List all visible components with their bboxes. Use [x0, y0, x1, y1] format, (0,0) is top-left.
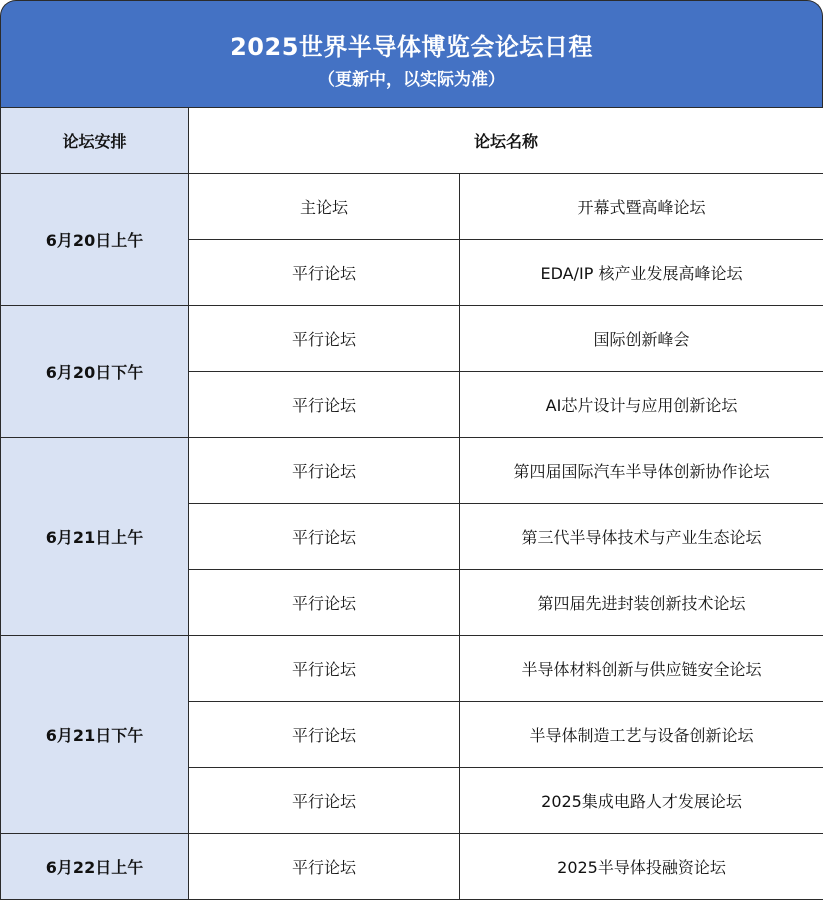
forum-type-cell: 平行论坛 — [189, 636, 460, 702]
forum-name-cell: 第四届国际汽车半导体创新协作论坛 — [460, 438, 823, 504]
forum-type-cell: 平行论坛 — [189, 438, 460, 504]
time-slot-cell: 6月21日下午 — [1, 636, 189, 834]
table-row — [1, 636, 823, 702]
forum-name-cell: AI芯片设计与应用创新论坛 — [460, 372, 823, 438]
time-slot-cell: 6月20日上午 — [1, 174, 189, 306]
forum-type-cell: 平行论坛 — [189, 570, 460, 636]
forum-name-cell: 半导体材料创新与供应链安全论坛 — [460, 636, 823, 702]
forum-name-cell: 开幕式暨高峰论坛 — [460, 174, 823, 240]
table-row — [1, 306, 823, 372]
time-slot-cell: 6月21日上午 — [1, 438, 189, 636]
forum-name-cell: 第四届先进封装创新技术论坛 — [460, 570, 823, 636]
forum-name-cell: 2025集成电路人才发展论坛 — [460, 768, 823, 834]
forum-type-cell: 平行论坛 — [189, 372, 460, 438]
column-header-schedule: 论坛安排 — [1, 108, 189, 174]
forum-type-cell: 主论坛 — [189, 174, 460, 240]
table-row — [1, 834, 823, 900]
page-subtitle: （更新中，以实际为准） — [1, 65, 822, 90]
forum-name-cell: 半导体制造工艺与设备创新论坛 — [460, 702, 823, 768]
forum-type-cell: 平行论坛 — [189, 504, 460, 570]
table-header-row — [1, 108, 823, 174]
column-header-forum-name: 论坛名称 — [189, 108, 823, 174]
forum-type-cell: 平行论坛 — [189, 240, 460, 306]
page-title: 2025世界半导体博览会论坛日程 — [1, 27, 822, 62]
table-row — [1, 438, 823, 504]
table-row — [1, 174, 823, 240]
forum-name-cell: 国际创新峰会 — [460, 306, 823, 372]
schedule-header — [0, 0, 823, 107]
forum-type-cell: 平行论坛 — [189, 834, 460, 900]
forum-name-cell: 第三代半导体技术与产业生态论坛 — [460, 504, 823, 570]
forum-type-cell: 平行论坛 — [189, 306, 460, 372]
time-slot-cell: 6月22日上午 — [1, 834, 189, 900]
forum-name-cell: 2025半导体投融资论坛 — [460, 834, 823, 900]
forum-name-cell: EDA/IP 核产业发展高峰论坛 — [460, 240, 823, 306]
schedule-table — [0, 107, 823, 900]
forum-type-cell: 平行论坛 — [189, 702, 460, 768]
time-slot-cell: 6月20日下午 — [1, 306, 189, 438]
schedule-table-body — [1, 108, 823, 900]
forum-type-cell: 平行论坛 — [189, 768, 460, 834]
